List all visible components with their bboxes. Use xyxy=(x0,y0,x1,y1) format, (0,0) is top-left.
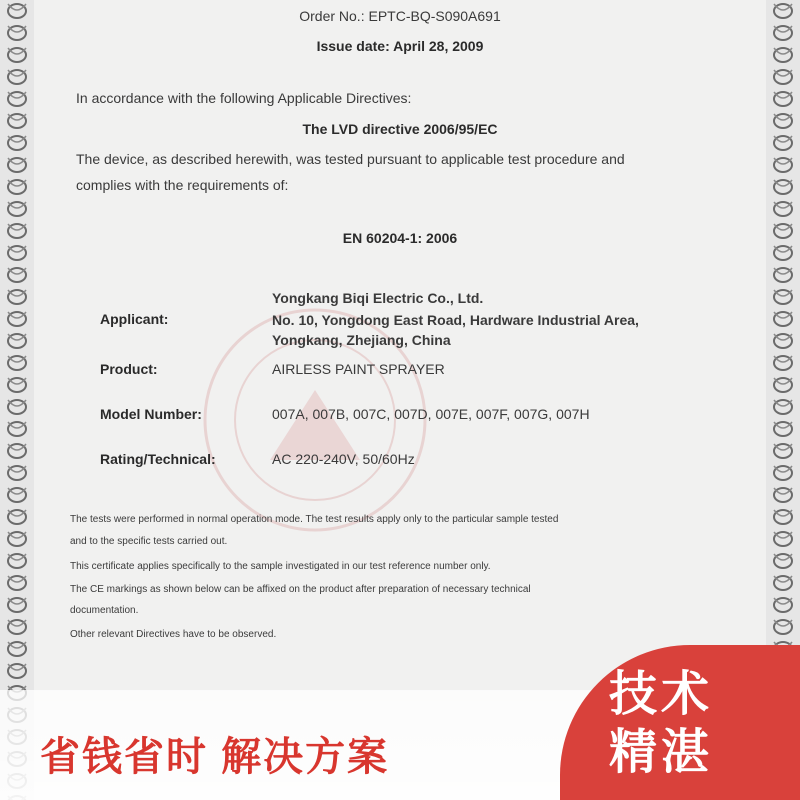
tested-line-1: The device, as described herewith, was tested pursuant to applicable test procedure and xyxy=(76,151,625,167)
applicant-line-1: Yongkang Biqi Electric Co., Ltd. xyxy=(272,290,484,306)
directive-title: The LVD directive 2006/95/EC xyxy=(302,121,498,137)
decorative-border-left xyxy=(0,0,34,800)
intro-text: In accordance with the following Applicable Directives: xyxy=(76,90,412,106)
order-number: Order No.: EPTC-BQ-S090A691 xyxy=(299,8,501,24)
standard-title: EN 60204-1: 2006 xyxy=(342,230,458,246)
product-label: Product: xyxy=(100,361,158,377)
rating-value: AC 220-240V, 50/60Hz xyxy=(272,451,415,467)
applicant-label: Applicant: xyxy=(100,311,169,327)
note-line-5: documentation. xyxy=(70,605,139,616)
badge-line-1: 技术 xyxy=(609,668,714,721)
note-line-3: This certificate applies specifically to the sample investigated in our test reference number only. xyxy=(70,561,491,572)
note-line-4: The CE markings as shown below can be affixed on the product after preparation of necessary technical xyxy=(70,584,531,595)
applicant-line-3: Yongkang, Zhejiang, China xyxy=(272,332,451,348)
applicant-line-2: No. 10, Yongdong East Road, Hardware Industrial Area, xyxy=(272,312,639,328)
rating-label: Rating/Technical: xyxy=(100,451,216,467)
note-line-1: The tests were performed in normal operation mode. The test results apply only to the particular sample tested xyxy=(70,514,559,525)
banner-slogan: 省钱省时 解决方案 xyxy=(40,735,390,779)
product-value: AIRLESS PAINT SPRAYER xyxy=(272,361,445,377)
model-label: Model Number: xyxy=(100,406,202,422)
note-line-2: and to the specific tests carried out. xyxy=(70,536,228,547)
model-value: 007A, 007B, 007C, 007D, 007E, 007F, 007G, 007H xyxy=(272,406,590,422)
banner-badge-text xyxy=(609,666,713,782)
note-line-6: Other relevant Directives have to be observed. xyxy=(70,629,277,640)
issue-date: Issue date: April 28, 2009 xyxy=(316,38,484,54)
badge-line-2: 精湛 xyxy=(609,726,714,779)
tested-line-2: complies with the requirements of: xyxy=(76,177,289,193)
